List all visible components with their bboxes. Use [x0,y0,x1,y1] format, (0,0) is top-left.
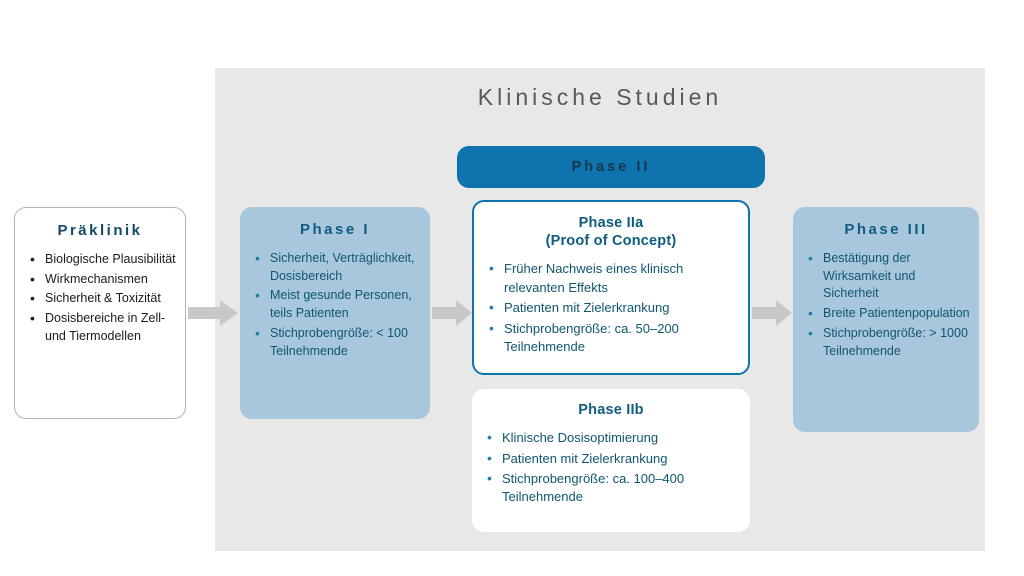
list-item: • Dosisbereiche in Zell- und Tiermodellen [23,310,177,346]
list-item: • Bestätigung der Wirksamkeit und Sicherheit [801,250,971,303]
praeklinik-box [14,207,186,419]
list-item: • Stichprobengröße: > 1000 Teilnehmende [801,325,971,361]
phase-2b-title: Phase IIb [578,402,644,418]
list-item: • Stichprobengröße: ca. 100–400 Teilnehmende [480,470,742,507]
list-item: • Sicherheit, Verträglichkeit, Dosisbereich [248,250,422,286]
phase-2a-box [472,200,750,375]
praeklinik-list [23,251,177,346]
phase-3-box [793,207,979,432]
list-item: • Klinische Dosisoptimierung [480,429,742,447]
panel-title: Klinische Studien [477,84,723,110]
phase-3-list [801,250,971,361]
list-item: • Patienten mit Zielerkrankung [480,450,742,468]
phase-2a-subtitle: (Proof of Concept) [545,233,677,250]
list-item: • Wirkmechanismen [23,271,177,289]
arrow-right-icon [432,300,472,326]
phase-2-header [457,146,765,188]
phase-1-list [248,250,422,361]
list-item: • Stichprobengröße: < 100 Teilnehmende [248,325,422,361]
list-item: • Früher Nachweis eines klinisch relevanten Effekts [482,260,740,297]
list-item: • Stichprobengröße: ca. 50–200 Teilnehmende [482,320,740,357]
phase-1-title: Phase I [299,221,371,238]
list-item: • Breite Patientenpopulation [801,305,971,323]
phase-2b-box [472,389,750,532]
phase-1-box [240,207,430,419]
praeklinik-title: Präklinik [57,222,143,239]
phase-2b-list [480,429,742,507]
phase-2-header-label: Phase II [571,158,651,175]
phase-3-title: Phase III [844,221,928,238]
list-item: • Sicherheit & Toxizität [23,290,177,308]
list-item: • Meist gesunde Personen, teils Patienten [248,287,422,323]
list-item: • Biologische Plausibilität [23,251,177,269]
phase-2a-title: Phase IIa [578,215,644,231]
phase-2a-list [482,260,740,356]
arrow-right-icon [752,300,792,326]
list-item: • Patienten mit Zielerkrankung [482,299,740,317]
arrow-right-icon [188,300,238,326]
